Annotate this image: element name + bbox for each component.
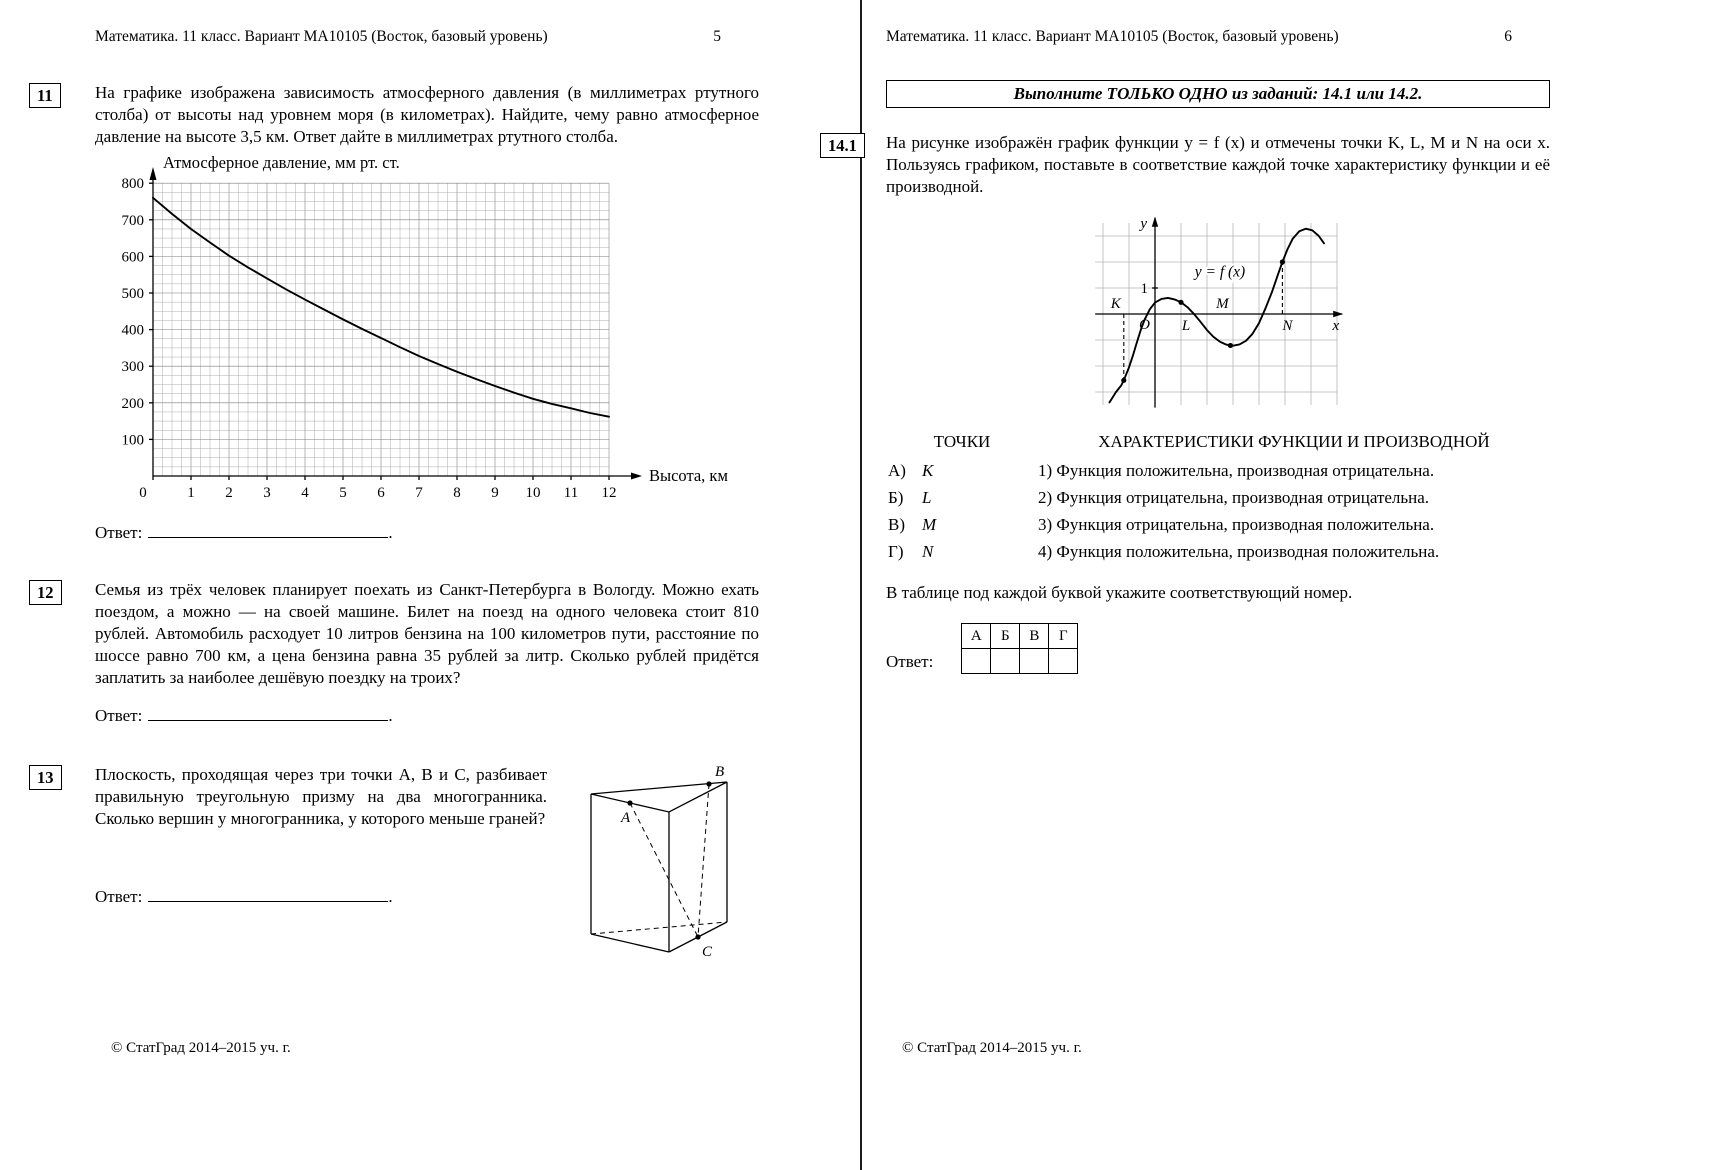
- svg-text:9: 9: [491, 485, 499, 501]
- problem-13-number: 13: [29, 765, 62, 790]
- characteristics-header: ХАРАКТЕРИСТИКИ ФУНКЦИИ И ПРОИЗВОДНОЙ: [1098, 432, 1490, 451]
- characteristic-row: 3) Функция отрицательна, производная положительна.: [1038, 515, 1435, 534]
- header-title: Математика. 11 класс. Вариант МА10105 (Восток, базовый уровень): [886, 28, 1339, 45]
- point-a-dot: [627, 800, 632, 805]
- answer-label: Ответ:: [95, 706, 143, 725]
- problem-14-1-text: На рисунке изображён график функции y = f (x) и отмечены точки K, L, M и N на оси x. Пользуясь графиком, поставьте в соответствие каждой точке характеристику функции и её производной.: [886, 133, 1550, 196]
- point-row: Б) L: [888, 488, 932, 507]
- function-graph: [1075, 210, 1361, 416]
- page-number: 5: [713, 28, 721, 45]
- problem-11-number: 11: [29, 83, 61, 108]
- characteristic-row: 2) Функция отрицательна, производная отрицательна.: [1038, 488, 1430, 507]
- svg-text:4: 4: [301, 485, 309, 501]
- point-row: А) K: [888, 461, 934, 480]
- svg-text:M: M: [1216, 296, 1229, 312]
- svg-text:10: 10: [525, 485, 541, 501]
- svg-text:8: 8: [453, 485, 461, 501]
- answer-table: [961, 623, 1078, 674]
- problem-13-text: Плоскость, проходящая через три точки A, B и C, разбивает правильную треугольную призму на два многогранника. Сколько вершин у многогранника, у которого меньше граней?: [95, 765, 547, 828]
- table-note: В таблице под каждой буквой укажите соответствующий номер.: [886, 583, 1353, 602]
- svg-text:6: 6: [377, 485, 385, 501]
- characteristic-row: 4) Функция положительна, производная положительна.: [1038, 542, 1440, 561]
- pressure-chart: [95, 154, 747, 506]
- points-list: [886, 457, 1038, 565]
- point-row: Г) N: [888, 542, 934, 561]
- svg-text:1: 1: [1140, 281, 1148, 297]
- matching-block: [886, 432, 1550, 565]
- chars-list: [1038, 457, 1550, 565]
- page-6: [828, 28, 1550, 1163]
- svg-text:7: 7: [415, 485, 423, 501]
- svg-text:100: 100: [121, 432, 144, 449]
- svg-text:5: 5: [339, 485, 347, 501]
- problem-12: [37, 579, 759, 726]
- problem-11: [37, 82, 759, 543]
- svg-text:12: 12: [601, 485, 617, 501]
- problem-14-1-answer: [886, 623, 1550, 674]
- svg-text:600: 600: [121, 249, 144, 266]
- answer-label: Ответ:: [95, 887, 143, 906]
- page-6-footer: © СтатГрад 2014–2015 уч. г.: [902, 1040, 1082, 1056]
- answer-label: Ответ:: [886, 652, 934, 671]
- answer-blank: [148, 705, 388, 721]
- svg-text:300: 300: [121, 359, 144, 376]
- svg-text:3: 3: [263, 485, 271, 501]
- answer-period: .: [388, 523, 393, 542]
- problem-12-answer: [95, 705, 759, 726]
- point-b-label: B: [715, 764, 725, 780]
- svg-text:1: 1: [187, 485, 195, 501]
- svg-text:O: O: [1139, 317, 1150, 333]
- point-c-label: C: [702, 944, 713, 960]
- point-b-dot: [706, 781, 711, 786]
- svg-text:L: L: [1181, 318, 1191, 334]
- header-title: Математика. 11 класс. Вариант МА10105 (Восток, базовый уровень): [95, 28, 548, 45]
- svg-text:y: y: [1140, 215, 1147, 232]
- page-6-header: [886, 28, 1550, 46]
- problem-14-1-number: 14.1: [820, 133, 865, 158]
- svg-text:200: 200: [121, 395, 144, 412]
- svg-text:0: 0: [139, 485, 147, 501]
- problem-12-text: Семья из трёх человек планирует поехать из Санкт-Петербурга в Вологду. Можно ехать поездом, а можно — на своей машине. Билет на поезд на одного человека стоит 810 рублей. Автомобиль расходует 10 литров бензина на 100 километров пути, расстояние по шоссе равно 700 км, а цена бензина равна 35 рублей за литр. Сколько рублей придётся заплатить за наиболее дешёвую поездку на троих?: [95, 580, 759, 687]
- page-5-footer: © СтатГрад 2014–2015 уч. г.: [111, 1040, 291, 1056]
- point-row: В) M: [888, 515, 937, 534]
- svg-text:2: 2: [225, 485, 233, 501]
- svg-text:500: 500: [121, 286, 144, 302]
- page-divider: [860, 0, 862, 1170]
- problem-13-answer: [95, 886, 547, 907]
- problem-13: [37, 764, 759, 976]
- problem-11-text: На графике изображена зависимость атмосферного давления (в миллиметрах ртутного столба) от высоты над уровнем моря (в километрах). Найдите, чему равно атмосферное давление на высоте 3,5 км. Ответ дайте в миллиметрах ртутного столба.: [95, 83, 759, 146]
- answer-period: .: [388, 887, 393, 906]
- problem-12-number: 12: [29, 580, 62, 605]
- svg-text:N: N: [1282, 318, 1293, 334]
- svg-text:700: 700: [121, 212, 144, 229]
- svg-text:x: x: [1332, 318, 1340, 334]
- instruction-banner: Выполните ТОЛЬКО ОДНО из заданий: 14.1 или 14.2.: [886, 80, 1550, 108]
- svg-text:y = f (x): y = f (x): [1194, 263, 1246, 281]
- svg-text:Атмосферное давление, мм рт. с: Атмосферное давление, мм рт. ст.: [163, 154, 400, 172]
- answer-blank: [148, 522, 388, 538]
- answer-period: .: [388, 706, 393, 725]
- svg-text:K: K: [1110, 296, 1121, 312]
- prism-figure: [569, 764, 759, 976]
- answer-label: Ответ:: [95, 523, 143, 542]
- page-number: 6: [1504, 28, 1512, 45]
- svg-text:800: 800: [121, 176, 144, 193]
- problem-11-answer: [95, 522, 759, 543]
- answer-blank: [148, 886, 388, 902]
- point-a-label: A: [621, 810, 631, 826]
- problem-14-1: [828, 132, 1550, 674]
- answer-table-body: А Б В Г: [962, 624, 1078, 674]
- point-c-dot: [695, 934, 700, 939]
- points-header: ТОЧКИ: [933, 432, 991, 451]
- characteristic-row: 1) Функция положительна, производная отрицательна.: [1038, 461, 1435, 480]
- svg-text:Высота, км: Высота, км: [649, 466, 728, 485]
- svg-text:400: 400: [121, 322, 144, 339]
- page-5-header: [95, 28, 759, 46]
- page-5: [37, 28, 759, 1163]
- svg-text:11: 11: [563, 485, 579, 501]
